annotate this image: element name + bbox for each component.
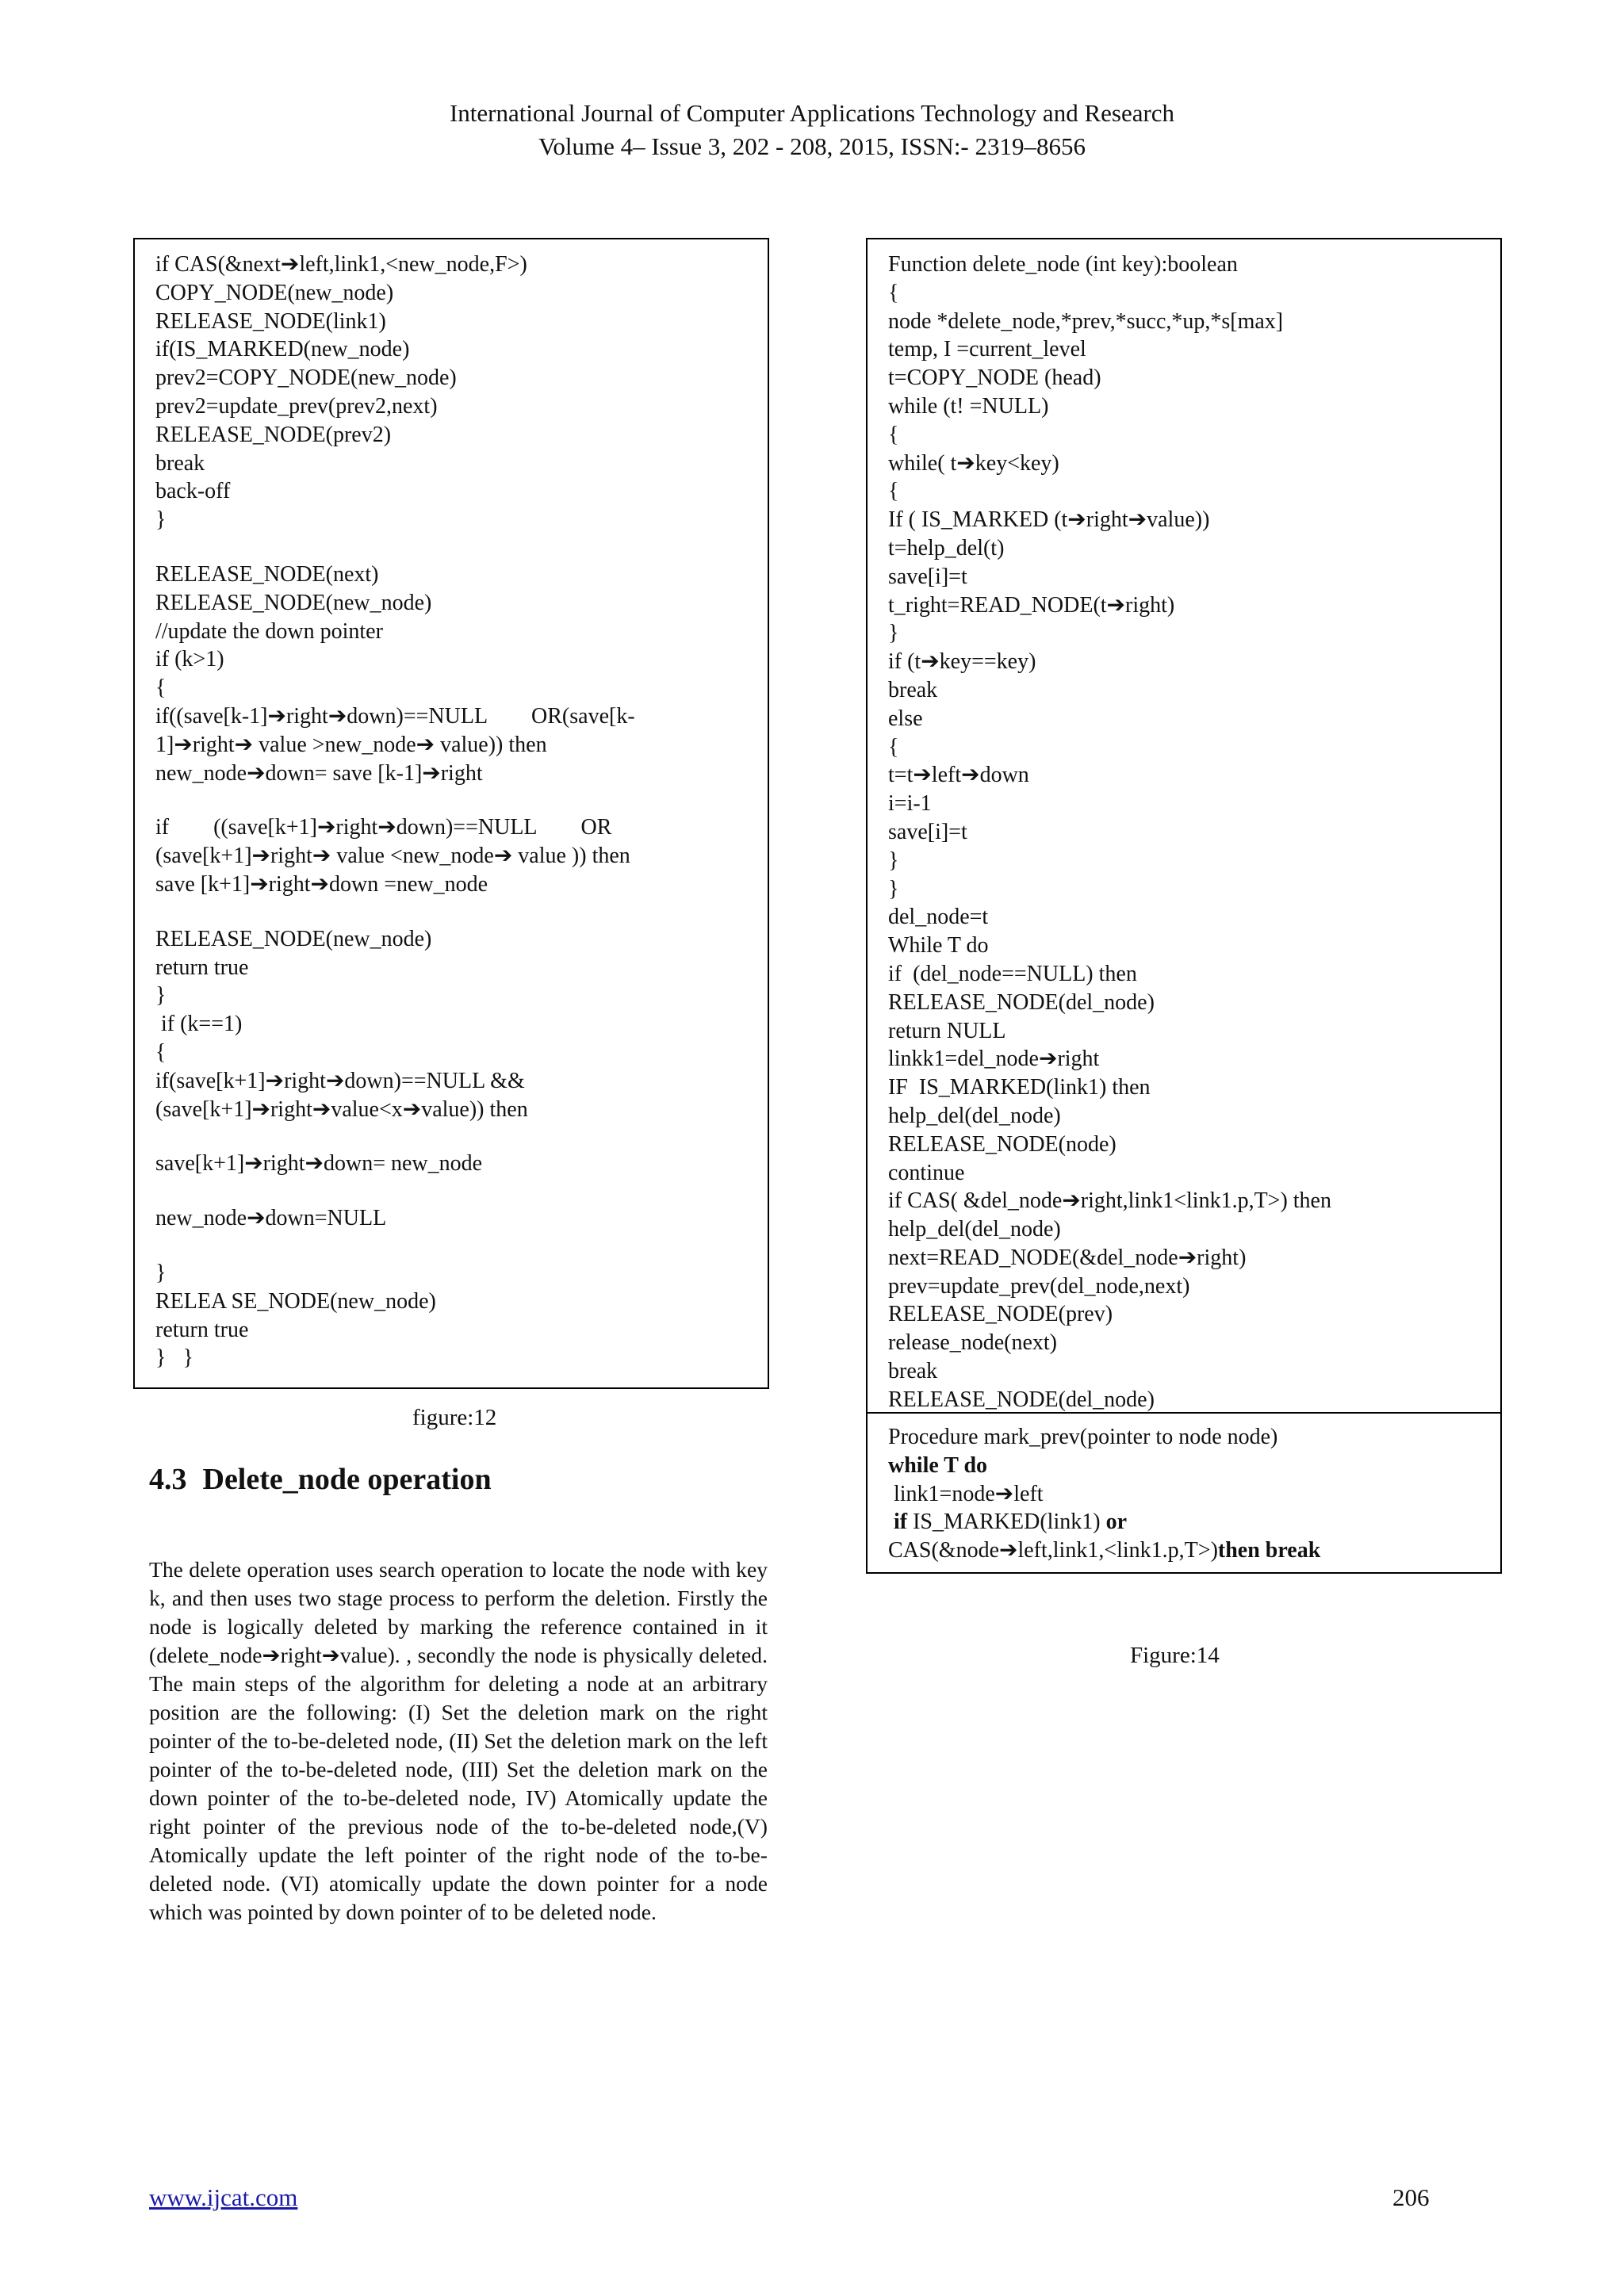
keyword-if: if — [888, 1510, 908, 1535]
section-number: 4.3 — [149, 1463, 187, 1496]
code-line: (save[k+1]➔right➔ value <new_node➔ value )) then — [155, 844, 630, 869]
code-line: } — [155, 507, 167, 533]
code-line: If ( IS_MARKED (t➔right➔value)) — [888, 507, 1210, 533]
code-line: RELEASE_NODE(new_node) — [155, 590, 432, 615]
code-line: if (k==1) — [155, 1012, 243, 1037]
code-line: { — [155, 1039, 167, 1065]
delete-node-code-box — [866, 238, 1502, 1414]
code-line: RELEASE_NODE(link1) — [155, 308, 386, 334]
code-line: next=READ_NODE(&del_node➔right) — [888, 1245, 1247, 1270]
code-line: break — [888, 677, 938, 702]
code-line: if(save[k+1]➔right➔down)==NULL && — [155, 1068, 525, 1093]
mark-prev-line — [888, 1536, 1481, 1565]
code-line: } — [888, 621, 899, 646]
code-line: if CAS(&next➔left,link1,<new_node,F>) — [155, 252, 527, 277]
code-line: IF IS_MARKED(link1) then — [888, 1075, 1151, 1100]
code-line: 1]➔right➔ value >new_node➔ value)) then — [155, 732, 547, 757]
code-line: save[i]=t — [888, 564, 967, 589]
code-line: COPY_NODE(new_node) — [155, 280, 394, 305]
code-line — [155, 1233, 749, 1259]
code-line: t_right=READ_NODE(t➔right) — [888, 592, 1175, 618]
journal-volume: Volume 4– Issue 3, 202 - 208, 2015, ISSN:- 2319–8656 — [538, 132, 1086, 160]
code-line: save[k+1]➔right➔down= new_node — [155, 1151, 483, 1177]
code-line: save [k+1]➔right➔down =new_node — [155, 871, 488, 897]
code-line: return true — [155, 1317, 249, 1342]
mark-prev-text: IS_MARKED(link1) — [907, 1510, 1106, 1535]
code-line: release_node(next) — [888, 1330, 1057, 1356]
code-line: return NULL — [888, 1018, 1006, 1043]
figure12-code-box — [133, 238, 769, 1389]
code-line: temp, I =current_level — [888, 337, 1086, 362]
code-line: While T do — [888, 933, 989, 959]
code-line: return true — [155, 955, 249, 980]
code-line: while (t! =NULL) — [888, 393, 1049, 419]
code-line: else — [888, 706, 923, 731]
code-line: i=i-1 — [888, 791, 932, 817]
code-line: help_del(del_node) — [888, 1103, 1061, 1128]
code-line: RELEASE_NODE(node) — [888, 1131, 1116, 1157]
code-line: RELEASE_NODE(prev) — [888, 1302, 1113, 1327]
keyword-then-break: then break — [1217, 1538, 1321, 1563]
code-line: } — [155, 1260, 167, 1285]
mark-prev-line — [888, 1508, 1481, 1536]
code-line: t=help_del(t) — [888, 535, 1005, 561]
code-line: continue — [888, 1160, 965, 1185]
code-line: { — [888, 280, 899, 305]
code-line: new_node➔down=NULL — [155, 1206, 387, 1231]
code-line: linkk1=del_node➔right — [888, 1047, 1100, 1072]
figure12-code — [155, 251, 749, 1372]
code-line — [155, 534, 749, 561]
code-line — [155, 1178, 749, 1204]
code-line: if ((save[k+1]➔right➔down)==NULL OR — [155, 815, 612, 840]
code-line: } — [155, 983, 167, 1008]
code-line: RELEASE_NODE(next) — [155, 561, 379, 587]
code-line: { — [888, 422, 899, 447]
delete-node-code — [888, 251, 1481, 1414]
code-line: back-off — [155, 479, 231, 504]
code-line: if((save[k-1]➔right➔down)==NULL OR(save[k- — [155, 703, 635, 729]
mark-prev-line: while T do — [888, 1452, 988, 1478]
code-line: prev2=COPY_NODE(new_node) — [155, 365, 457, 391]
mark-prev-line: link1=node➔left — [888, 1481, 1044, 1506]
code-line: t=t➔left➔down — [888, 763, 1029, 788]
journal-title: International Journal of Computer Applications Technology and Research — [449, 99, 1175, 127]
code-line: //update the down pointer — [155, 618, 383, 644]
code-line: } — [888, 876, 899, 901]
code-line: help_del(del_node) — [888, 1217, 1061, 1242]
code-line: del_node=t — [888, 905, 989, 930]
page-header — [0, 97, 1624, 163]
code-line: break — [888, 1359, 938, 1384]
code-line: node *delete_node,*prev,*succ,*up,*s[max] — [888, 308, 1284, 334]
code-line: (save[k+1]➔right➔value<x➔value)) then — [155, 1096, 528, 1122]
code-line — [155, 899, 749, 925]
keyword-or: or — [1105, 1510, 1127, 1535]
code-line: if (del_node==NULL) then — [888, 961, 1137, 986]
code-line: } — [888, 848, 899, 873]
code-line: new_node➔down= save [k-1]➔right — [155, 760, 483, 786]
body-paragraph: The delete operation uses search operation to locate the node with key k, and then uses two stage process to perform the deletion. Firstly the node is logically deleted by marking the reference contained in it (delete_node➔right➔value). , secondly the node is physically deleted. The main steps of the algorithm for deleting a node at an arbitrary position are the following: (I) Set the deletion mark on the right pointer of the to-be-deleted node, (II) Set the deletion mark on the left pointer of the to-be-deleted node, (III) Set the deletion mark on the down pointer of the to-be-deleted node, IV) Atomically update the right pointer of the previous node of the to-be-deleted node,(V) Atomically update the left pointer of the right node of the to-be-deleted node. (VI) atomically update the down pointer for a node which was pointed by down pointer of to be deleted node. — [149, 1557, 768, 1924]
code-line — [155, 1123, 749, 1150]
code-line: { — [155, 675, 167, 701]
code-line: RELEASE_NODE(new_node) — [155, 926, 432, 951]
figure12-caption: figure:12 — [412, 1405, 497, 1430]
code-line: if CAS( &del_node➔right,link1<link1.p,T>) then — [888, 1188, 1331, 1214]
code-line: prev=update_prev(del_node,next) — [888, 1273, 1190, 1299]
code-line — [155, 787, 749, 813]
code-line: break — [155, 450, 205, 476]
page-number: 206 — [1392, 2183, 1430, 2211]
mark-prev-text: CAS(&node➔left,link1,<link1.p,T>) — [888, 1538, 1218, 1563]
code-line: if (t➔key==key) — [888, 649, 1036, 675]
code-line: RELEASE_NODE(del_node) — [888, 1387, 1155, 1412]
code-line: { — [888, 734, 899, 760]
code-line: RELEASE_NODE(prev2) — [155, 422, 392, 447]
code-line: if (k>1) — [155, 647, 224, 672]
code-line: { — [888, 479, 899, 504]
figure14-caption: Figure:14 — [1130, 1643, 1220, 1668]
mark-prev-line: Procedure mark_prev(pointer to node node) — [888, 1425, 1278, 1449]
code-line: while( t➔key<key) — [888, 450, 1059, 476]
code-line: prev2=update_prev(prev2,next) — [155, 393, 438, 419]
mark-prev-code-box — [866, 1412, 1502, 1574]
code-line: Function delete_node (int key):boolean — [888, 252, 1238, 277]
journal-website-link[interactable]: www.ijcat.com — [149, 2183, 298, 2211]
code-line: RELEASE_NODE(del_node) — [888, 989, 1155, 1015]
code-line: } } — [155, 1345, 193, 1371]
section-heading — [149, 1462, 492, 1497]
code-line: save[i]=t — [888, 819, 967, 844]
code-line: t=COPY_NODE (head) — [888, 365, 1101, 391]
section-title: Delete_node operation — [202, 1463, 492, 1496]
code-line: if(IS_MARKED(new_node) — [155, 337, 410, 362]
code-line: RELEA SE_NODE(new_node) — [155, 1288, 436, 1314]
